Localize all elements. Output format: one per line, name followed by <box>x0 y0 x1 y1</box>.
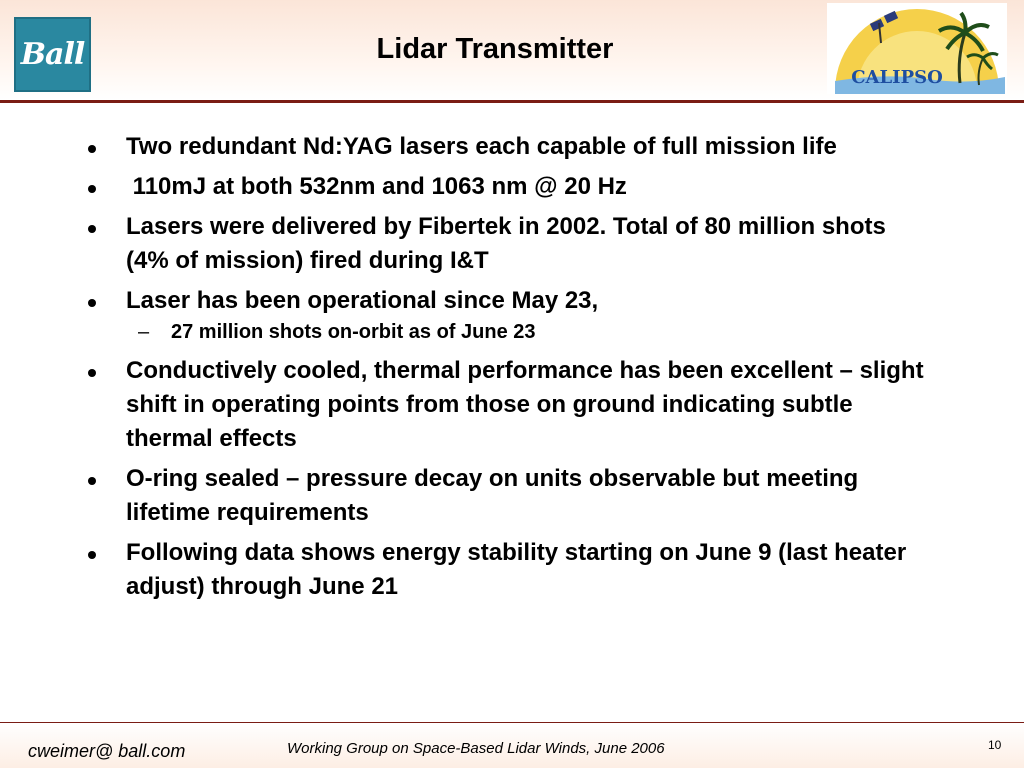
slide-title: Lidar Transmitter <box>376 33 614 65</box>
calipso-logo <box>827 3 1007 94</box>
bullet-dot-icon <box>88 185 96 193</box>
footer-email: cweimer@ ball.com <box>28 741 186 761</box>
list-item <box>88 170 928 204</box>
list-item <box>88 462 928 530</box>
bullet-dot-icon <box>88 551 96 559</box>
ball-logo-text: Ball <box>20 37 85 72</box>
bullet-text: Following data shows energy stability starting on June 9 (last heater adjust) through June 21 <box>126 539 907 600</box>
bullet-text: O-ring sealed – pressure decay on units observable but meeting lifetime requirements <box>126 465 859 526</box>
bullet-dot-icon <box>88 145 96 153</box>
footer-event: Working Group on Space-Based Lidar Winds, June 2006 <box>287 740 665 757</box>
list-item <box>88 354 928 456</box>
bullet-list <box>88 130 928 610</box>
bullet-dot-icon <box>88 369 96 377</box>
bullet-dot-icon <box>88 477 96 485</box>
dash-marker: – <box>138 321 150 343</box>
sub-bullet-text: 27 million shots on-orbit as of June 23 <box>171 321 536 343</box>
bullet-dot-icon <box>88 299 96 307</box>
bullet-dot-icon <box>88 225 96 233</box>
bullet-text: 110mJ at both 532nm and 1063 nm @ 20 Hz <box>126 173 627 200</box>
bullet-text: Two redundant Nd:YAG lasers each capable of full mission life <box>126 133 837 160</box>
header-divider <box>0 100 1024 103</box>
list-item <box>88 536 928 604</box>
page-number: 10 <box>988 738 1002 752</box>
bullet-text: Laser has been operational since May 23, <box>126 287 599 314</box>
bullet-text: Conductively cooled, thermal performance has been excellent – slight shift in operating points from those on ground indicating subtle thermal effects <box>126 357 924 452</box>
footer-divider <box>0 722 1024 723</box>
calipso-logo-text: CALIPSO <box>851 67 943 88</box>
list-item <box>88 210 928 278</box>
list-item <box>88 284 928 318</box>
sub-list-item <box>88 318 928 346</box>
list-item <box>88 130 928 164</box>
bullet-text: Lasers were delivered by Fibertek in 2002. Total of 80 million shots (4% of mission) fired during I&T <box>126 213 886 274</box>
